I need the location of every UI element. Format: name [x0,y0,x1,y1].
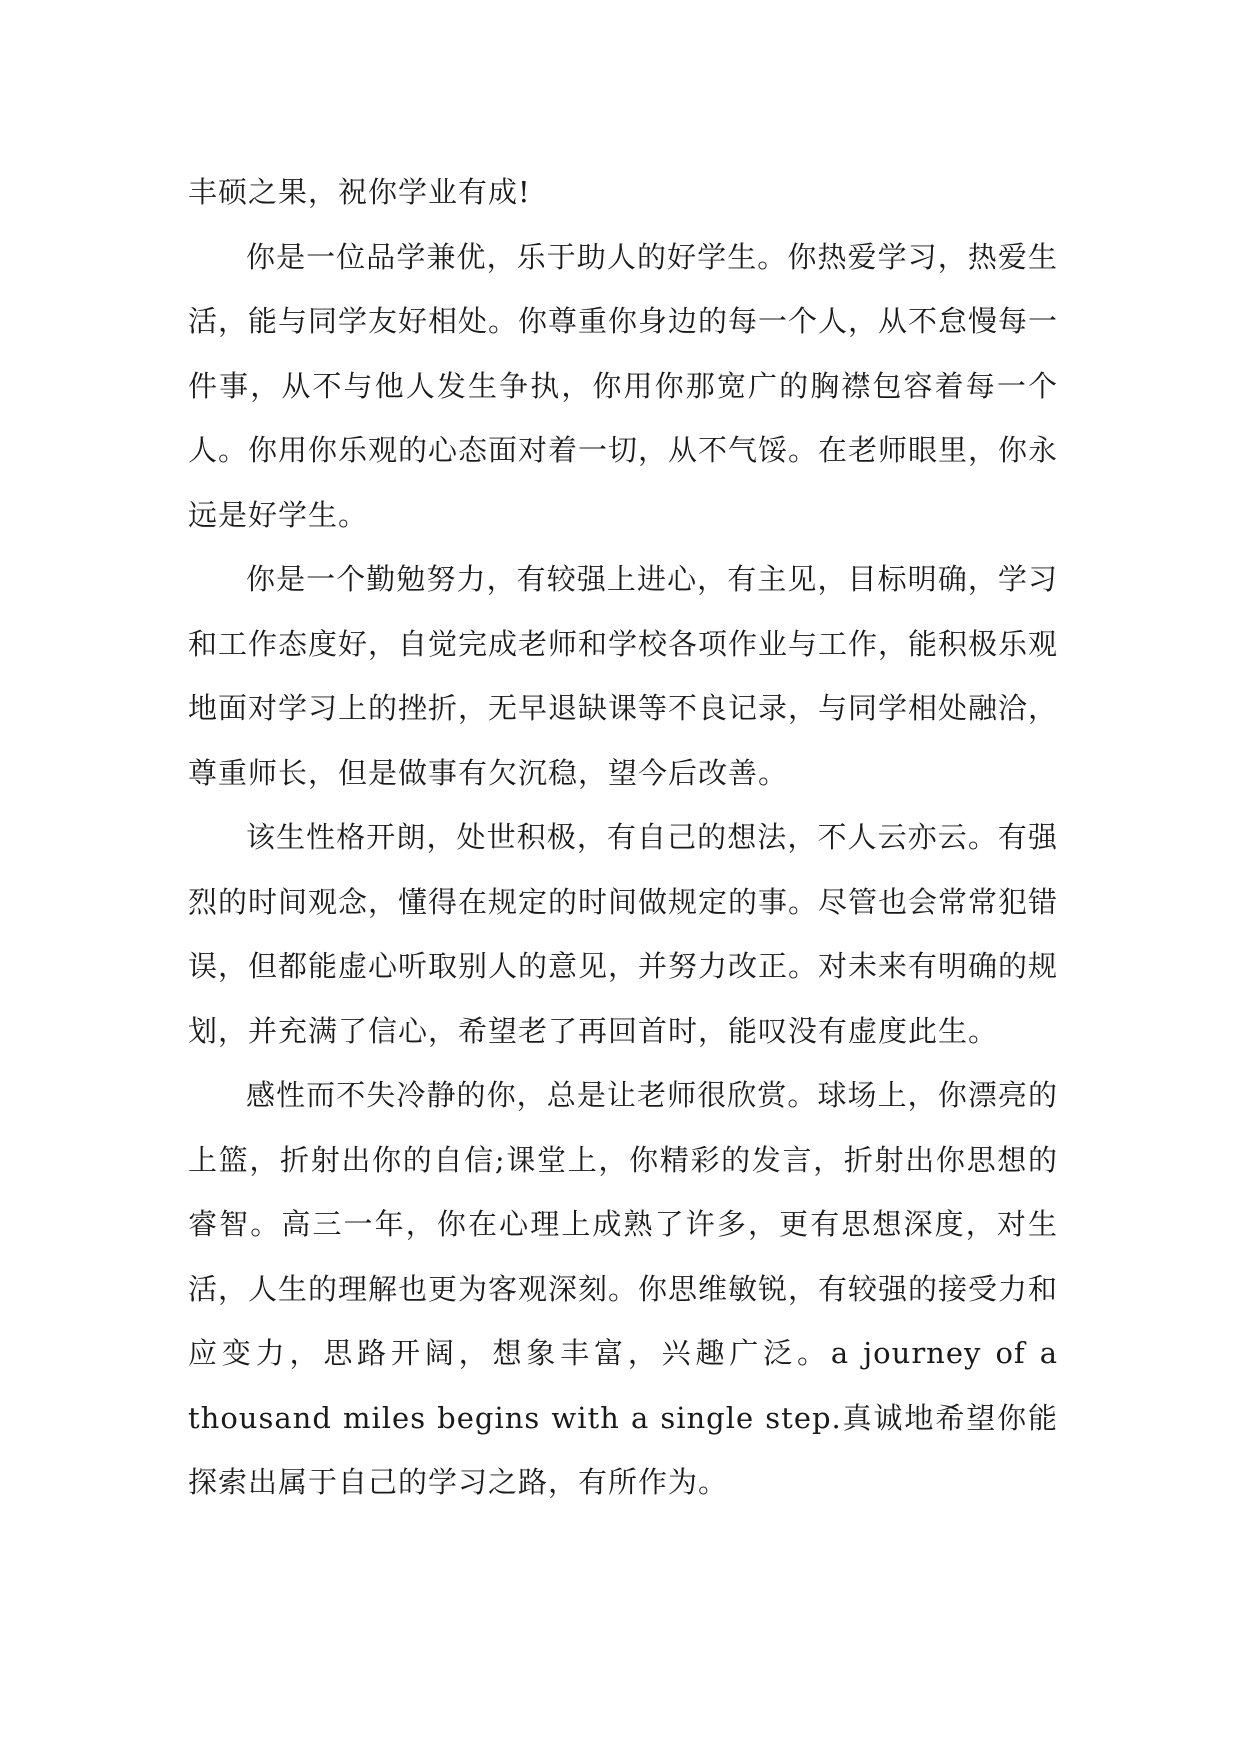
paragraph-comment-3: 该生性格开朗，处世积极，有自己的想法，不人云亦云。有强烈的时间观念，懂得在规定的时间做规定的事。尽管也会常常犯错误，但都能虚心听取别人的意见，并努力改正。对未来有明确的规划，并充满了信心，希望老了再回首时，能叹没有虚度此生。 [188,820,1059,1048]
paragraph-comment-2: 你是一个勤勉努力，有较强上进心，有主见，目标明确，学习和工作态度好，自觉完成老师和学校各项作业与工作，能积极乐观地面对学习上的挫折，无早退缺课等不良记录，与同学相处融洽，尊重师长，但是做事有欠沉稳，望今后改善。 [188,562,1059,790]
paragraph-comment-1: 你是一位品学兼优，乐于助人的好学生。你热爱学习，热爱生活，能与同学友好相处。你尊重你身边的每一个人，从不怠慢每一件事，从不与他人发生争执，你用你那宽广的胸襟包容着每一个人。你用你乐观的心态面对着一切，从不气馁。在老师眼里，你永远是好学生。 [188,239,1059,532]
document-body [188,160,1058,1515]
paragraph-continuation: 丰硕之果，祝你学业有成! [188,175,531,209]
paragraph-comment-4: 感性而不失冷静的你，总是让老师很欣赏。球场上，你漂亮的上篮，折射出你的自信;课堂上，你精彩的发言，折射出你思想的睿智。高三一年，你在心理上成熟了许多，更有思想深度，对生活，人生的理解也更为客观深刻。你思维敏锐，有较强的接受力和应变力，思路开阔，想象丰富，兴趣广泛。a journey of a thousand miles begins with a single step.真诚地希望你能探索出属于自己的学习之路，有所作为。 [188,1078,1059,1499]
